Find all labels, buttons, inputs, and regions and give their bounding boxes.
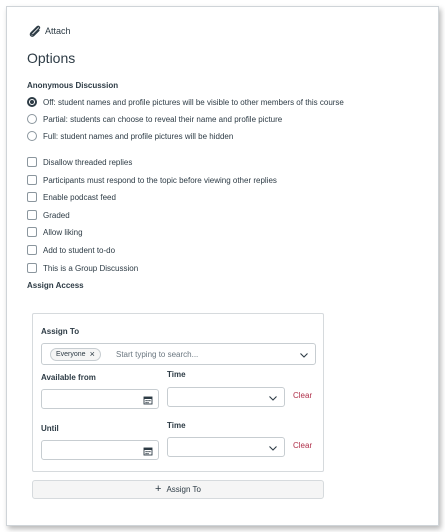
assign-to-input[interactable] bbox=[41, 343, 316, 365]
plus-icon: + bbox=[155, 483, 162, 495]
assign-search-placeholder: Start typing to search... bbox=[116, 350, 199, 359]
checkbox-must-respond-first[interactable] bbox=[27, 175, 277, 185]
assign-to-button[interactable] bbox=[32, 480, 324, 499]
checkbox-enable-podcast-feed[interactable] bbox=[27, 192, 116, 202]
attach-link[interactable] bbox=[27, 24, 71, 38]
checkbox-label: Participants must respond to the topic before viewing other replies bbox=[43, 175, 277, 185]
anonymous-discussion-heading: Anonymous Discussion bbox=[27, 81, 119, 90]
checkbox-add-to-student-todo[interactable] bbox=[27, 245, 115, 255]
assign-access-card bbox=[32, 313, 324, 472]
available-time-label: Time bbox=[167, 370, 186, 379]
anonymous-option-partial[interactable] bbox=[27, 114, 282, 124]
checkbox[interactable] bbox=[27, 175, 37, 185]
checkbox[interactable] bbox=[27, 227, 37, 237]
checkbox[interactable] bbox=[27, 245, 37, 255]
available-from-label: Available from bbox=[41, 373, 96, 382]
radio-button-selected[interactable] bbox=[27, 97, 37, 107]
chevron-down-icon[interactable] bbox=[299, 350, 309, 360]
available-from-date-input[interactable] bbox=[41, 389, 159, 409]
attach-label: Attach bbox=[45, 26, 71, 36]
checkbox-label: Disallow threaded replies bbox=[43, 157, 133, 167]
assign-access-heading: Assign Access bbox=[27, 281, 84, 290]
until-time-label: Time bbox=[167, 421, 186, 430]
radio-button[interactable] bbox=[27, 114, 37, 124]
anonymous-option-label: Off: student names and profile pictures will be visible to other members of this course bbox=[43, 97, 344, 107]
calendar-icon[interactable] bbox=[143, 395, 153, 405]
anonymous-option-full[interactable] bbox=[27, 131, 233, 141]
checkbox-label: Add to student to-do bbox=[43, 245, 116, 255]
chevron-down-icon[interactable] bbox=[268, 393, 278, 403]
paperclip-icon bbox=[27, 24, 43, 38]
checkbox-group-discussion[interactable] bbox=[27, 263, 138, 273]
calendar-icon[interactable] bbox=[143, 446, 153, 456]
available-from-time-select[interactable] bbox=[167, 387, 285, 407]
assignee-pill-label: Everyone bbox=[56, 351, 86, 358]
checkbox-label: Graded bbox=[43, 210, 70, 220]
available-from-clear-link[interactable]: Clear bbox=[293, 391, 313, 400]
checkbox-disallow-threaded-replies[interactable] bbox=[27, 157, 132, 167]
checkbox[interactable] bbox=[27, 210, 37, 220]
options-title: Options bbox=[27, 50, 76, 66]
assign-to-label: Assign To bbox=[41, 327, 80, 336]
checkbox-label: Enable podcast feed bbox=[43, 192, 116, 202]
checkbox-allow-liking[interactable] bbox=[27, 227, 83, 237]
checkbox[interactable] bbox=[27, 192, 37, 202]
assign-to-button-label: Assign To bbox=[166, 485, 201, 494]
checkbox-label: This is a Group Discussion bbox=[43, 263, 139, 273]
checkbox[interactable] bbox=[27, 157, 37, 167]
assignee-pill[interactable] bbox=[50, 348, 101, 361]
remove-icon[interactable]: × bbox=[89, 349, 95, 359]
checkbox[interactable] bbox=[27, 263, 37, 273]
until-clear-link[interactable]: Clear bbox=[293, 441, 313, 450]
checkbox-label: Allow liking bbox=[43, 227, 83, 237]
checkbox-graded[interactable] bbox=[27, 210, 70, 220]
chevron-down-icon[interactable] bbox=[268, 443, 278, 453]
anonymous-option-label: Full: student names and profile pictures will be hidden bbox=[43, 131, 234, 141]
until-label: Until bbox=[41, 424, 59, 433]
anonymous-option-off[interactable] bbox=[27, 97, 344, 107]
anonymous-option-label: Partial: students can choose to reveal their name and profile picture bbox=[43, 114, 283, 124]
until-date-input[interactable] bbox=[41, 440, 159, 460]
until-time-select[interactable] bbox=[167, 437, 285, 457]
radio-button[interactable] bbox=[27, 131, 37, 141]
